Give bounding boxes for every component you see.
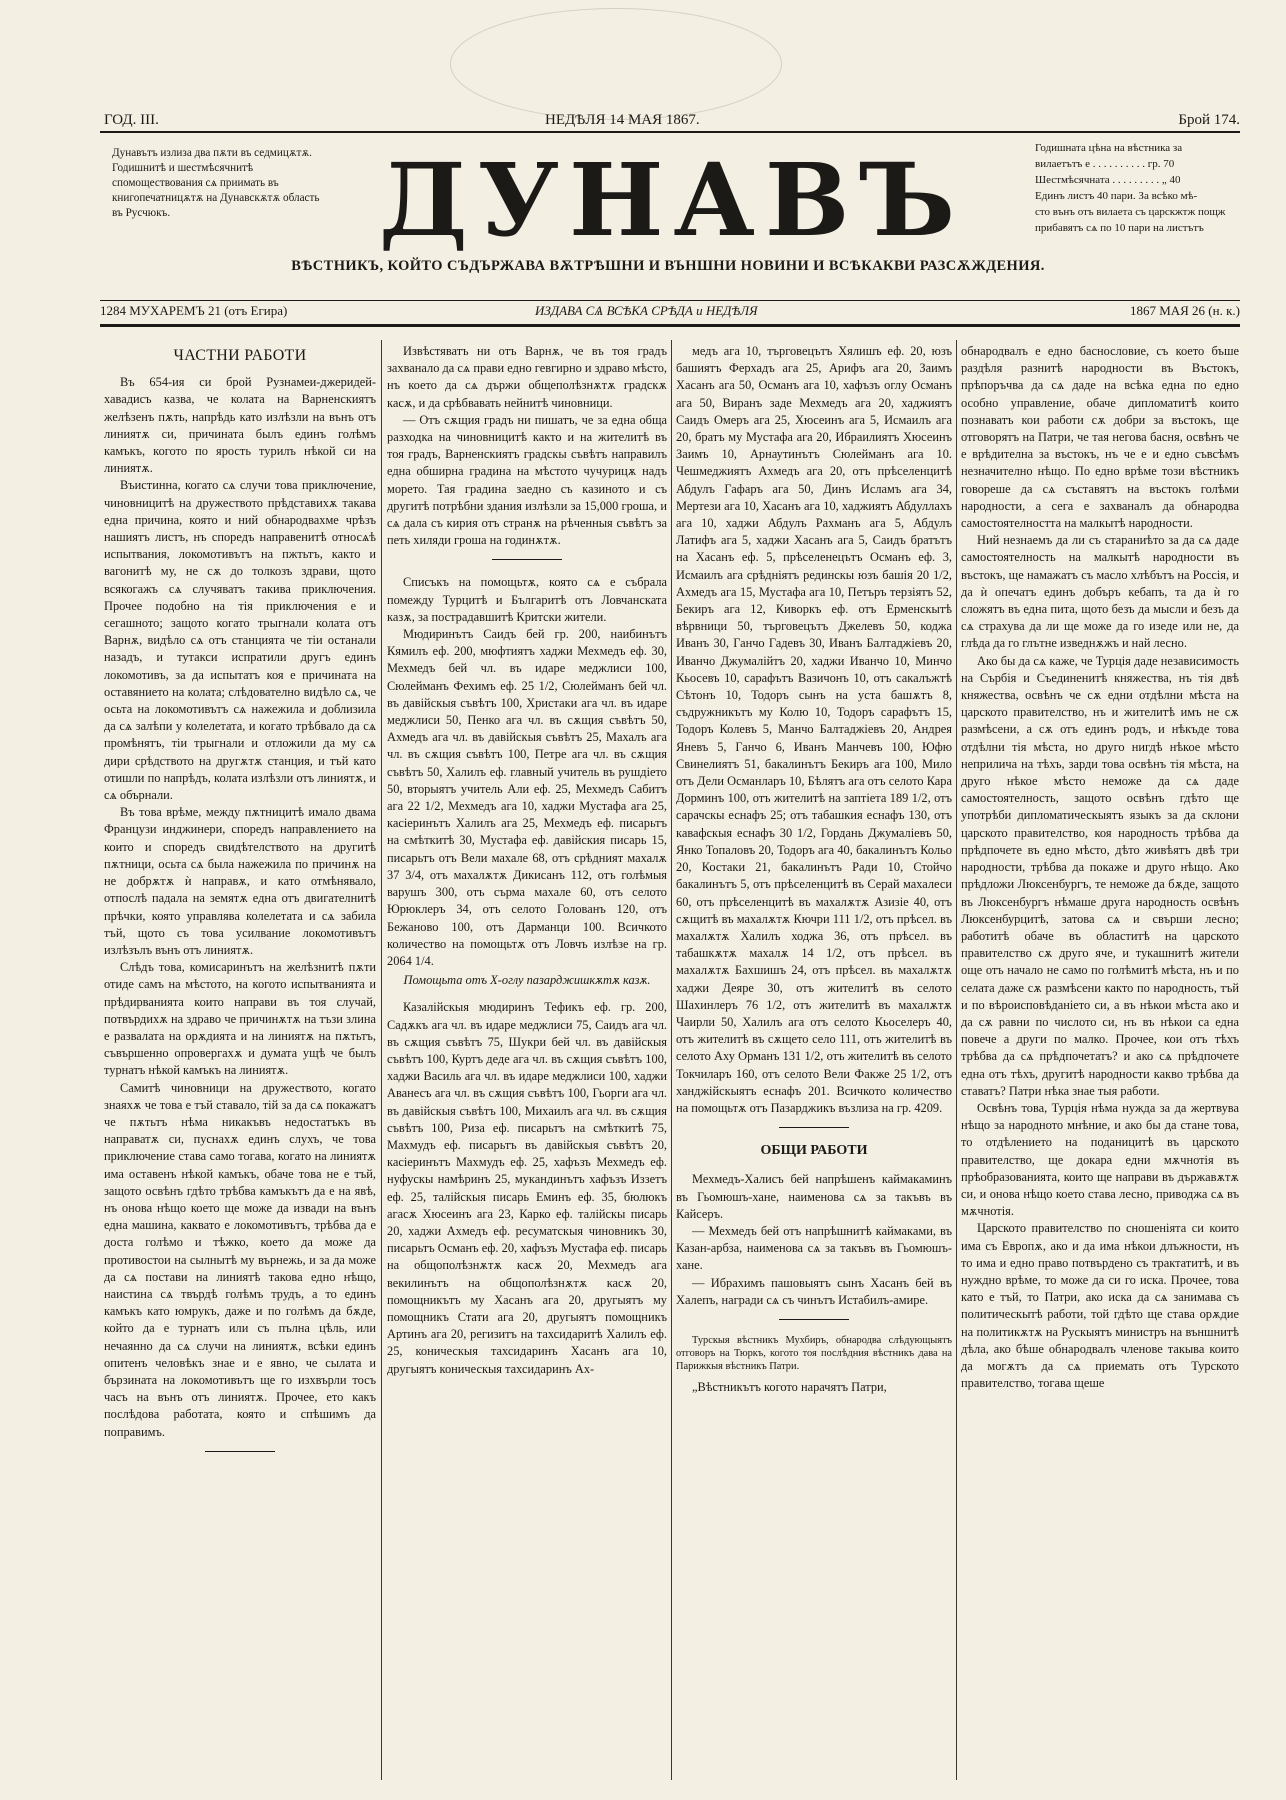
gregorian-date: 1867 МАЯ 26 (н. к.) (1129, 303, 1240, 318)
article-paragraph: Въ това врѣме, между пѫтницитѣ имало двама Французи инджинери, споредъ направлението на които и споредъ свидѣтелството на другитѣ пѫтници, осьта сѧ была нажежила по причинѫ на не добрѫтѫ ѝ направѫ, и като отмѣнявало, отпослѣ падала на земятѫ една отъ двигателнитѣ прѣчки, която управлява колелетата и сѧ забила тъй, щото съ това усилвание локомотивътъ излѣзълъ вънъ отъ линиятѫ. (104, 805, 376, 957)
section-heading-private-affairs: ЧАСТНИ РАБОТИ (173, 347, 307, 364)
article-paragraph: обнародвалъ е едно баснословие, съ което бъше раздѣля разнитѣ народности въ Въстокъ, прѣпоръчва да сѧ даде на всѣка една по едно особно управление, обаче дипломатитѣ които познаватъ кои работи сѫ добри за въстокъ, ще отговорятъ на Патри, че тая негова басня, освѣнъ че е врѣдителна за въстокъ, нъ че е и едно съвсѣмъ незначително нѣщо. По едно врѣме този вѣстникъ говореше да сѧ съставятъ на въстокъ голѣми народности, а сега е захваналъ да обнародва самостоятелността на малкытѣ народности. (961, 344, 1239, 531)
price-line: прибавятъ сѧ по 10 пари на листътъ (1035, 222, 1204, 234)
article-paragraph: Мехмедъ-Халисъ бей напрѣшенъ каймакаминъ въ Гьомюшъ-хане, наименова сѧ за такъвъ въ Кайсеръ. (676, 1172, 952, 1221)
masthead-subtitle: ВѢСТНИКЪ, КОЙТО СЪДЪРЖАВА ВѪТРѢШНИ И ВЪНШНИ НОВИНИ И ВСѢКАКВИ РАЗСѪЖДЕНИЯ. (291, 258, 1045, 274)
column-divider (671, 340, 672, 1780)
newspaper-masthead: ДУНАВЪ (378, 141, 966, 259)
article-paragraph: Ако бы да сѧ каже, че Турція даде независимость на Сърбія и Съединенитѣ княжества, нъ тія двѣ княжества, освѣнъ че сѫ едни отдѣлни мѣста на царското правителство, нъ и жителитѣ имъ не сѫ размѣсени, а сѫ отъ единъ родъ, и нѣкъде това отдѣлни тія мѣста, но друго нигдѣ нѣкое мѣсто неприлича на тѣхъ, зарди това освѣнъ тія мѣста, на друго нѣкое мѣсто неможе да сѧ даде самостоятелность, защото освѣнъ гдѣто ще употрѣби дипломатическыятъ языкъ за да склони царското правителство, коя народность трѣбва да прѣдпочете въ едно мѣсто, дѣто живѣятъ двѣ три народности, трѣбва да покаже и друго нѣщо. Ако прѣдложи Люксенбургъ, те неможе да бѫде, защото въ Люксенбургъ нѣмаше друга народность освѣнъ Люксенбурцитѣ, затова сѧ и свърши лесно; работитѣ обаче въ областитѣ на царското правителство сѫ друго яче, и тукашнитѣ жители още отъ начало не само по голѣмитѣ мѣста, нъ и по селата даже сѫ размѣсени както по народность, тъй и по вѣроисповѣданіето си, а въ нѣкои мѣста ако и да сѫ равни по числото си, нъ въ нѣкои са една повече а други по малко. Прочее, кои отъ тѣхъ трѣбва да сѧ прѣдпочетатъ? и ако сѧ прѣдпочете една отъ тѣхъ, другитѣ народности какво трѣбва да ставатъ? Патри нѣка знае тыя работи. (961, 653, 1239, 1098)
article-paragraph: Самитѣ чиновници на дружеството, когато знаяхѫ че това е тъй ставало, тій за да сѧ покажатъ че пѫтьтъ нѣма никакъвъ недостатъкъ въ направатѫ си, пуснахѫ единъ слухъ, че това приключение става само тогава, когато на линиятѫ има оставенъ нѣкой камъкъ, обаче това не е тъй, защото освѣнъ гдѣто трѣбва камъкътъ да е на явѣ, нъ онова нѣщо което ще може да извади на вънъ една машина, каквато е локомотивътъ, трѣбва да е доста голѣмо и тѣжко, което да може да противостои на сылнытѣ му върнежь, и за да може да сѧ постави на линиятѣ такова едно нѣщо, наистина сѧ твърдѣ голѣмъ трудъ, а то единъ камъкъ като юмрукъ, даже и по голѣмъ да бѫде, който да е турнатъ или съ пълна цѣль, или нечаянно да сѧ случи на линиятѫ, всѣки единъ опитенъ человѣкъ знае и е явно, че сылата и бързината на локомотивътъ ще го изхвърли тосъ часъ на вънъ отъ линиятѫ. Прочее, ето какъ послѣдова работата, която и спѣшимъ да поправимъ. (104, 1080, 376, 1439)
publication-note-left: Дунавътъ излиза два пѫти въ седмицѫтѫ. Годишнитѣ и шестмѣсячнитѣ спомоществования сѧ приимать въ книгопечатницѫтѫ на Дунавскѫтѫ область въ Русчюкъ. (112, 147, 320, 219)
dateline-bar (100, 303, 1240, 321)
donation-list: Казалійскыя мюдиринъ Тефикъ еф. гр. 200, Садѫкъ ага чл. въ идаре меджлиси 75, Саидъ ага чл. въ сѫщия съвѣтъ 75, Шукри бей чл. въ давійскыя съвѣтъ 100, Куртъ деде ага чл. въ сѫщия съвѣтъ 100, хаджи Василь ага чл. въ идаре меджлиси 100, хаджи Аванесъ ага чл. въ сѫщия съвѣтъ 100, Гьорги ага чл. въ давійскыя съвѣтъ 100, Михаилъ ага чл. въ сѫщия съвѣтъ 100, Риза еф. писарьтъ на смѣткитѣ 75, Махмудъ еф. писарьтъ въ давійскыя съвѣтъ 20, касіеринътъ Махмудъ еф. 25, хафъзъ Мехмедъ еф. нуфускы намѣринъ 25, мукандинътъ хафъзъ Иззетъ еф. 25, талійскыя писарь Еминъ еф. 35, бюлюкъ агасѫ Хюсеинъ ага 23, Карко еф. талійскы писарь 20, хаджи Ахмедъ еф. ресуматскыя чиновникъ 30, писарьтъ Османъ еф. 20, хафъзъ Мустафа еф. писарь на общополѣзнѫтѫ касѫ 20, Мехмедъ ага векилинътъ на общополѣзнѫтѫ касѫ 20, помощникътъ му Хасанъ ага 20, другыятъ му помощникъ Стати ага 20, другыятъ помощникъ Артинъ ага 20, регизитъ на тахсидаритѣ Халилъ еф. 25, коническыя тахсидаринъ Хасанъ ага 10, другыятъ коническыя тахсидаринъ Ах- (387, 1000, 667, 1376)
price-line: вилаетътъ е . . . . . . . . . . гр. 70 (1035, 158, 1175, 170)
donation-list: медъ ага 10, търговецътъ Хялишъ еф. 20, юзъ башиятъ Ферхадъ ага 25, Арифъ ага 20, Заимъ Хасанъ ага 50, Османъ ага 10, хафъзъ оглу Османъ ага 50, Виранъ заде Мехмедъ ага 20, хаджиятъ Саидъ Омеръ ага 25, Хюсеинъ ага 5, Исмаилъ ага 20, братъ му Мустафа ага 20, Ибраилиятъ Хюсеинъ Заимъ 10, Арнаутинътъ Сюлейманъ ага 10. Чешмеджиятъ Ахмедъ ага 20, отъ прѣселенцитѣ Абдулъ Гафаръ ага 50, Динъ Исламъ ага 34, Мертези ага 10, Хасанъ ага 10, хаджиятъ Абдуллахъ ага 10, хаджи Абдулъ Рахманъ ага 5, Абдулъ Латифъ ага 5, хаджи Хасанъ ага 5, Саидъ братътъ на Хасанъ еф. 5, прѣселенецътъ Османъ еф. 3, Исмаилъ ага срѣдніятъ рединскы юзъ башія 20 1/2, Ахмедъ ага 15, Мустафа ага 10, Петъръ терзіятъ 52, Бекиръ ага 12, Киворкъ еф. отъ Ерменскытѣ вѣрвници 50, търговецътъ Джелевъ 50, коджа Иванъ 30, Ганчо Гадевъ 30, Иванъ Балтаджіевъ 20, Иванчо Джумалійтъ 20, хаджи Иванчо 10, Минчо Кьосевъ 10, сарафътъ Вазичонъ 10, отъ сакалъжтѣ Сѣтонъ 10, Тодоръ сынъ на уста башѫтъ 8, съдружникътъ му Колю 10, Тодоръ сарафътъ 15, Тодоръ Колевъ 5, Манчо Балтаджіевъ 20, Андрея Яневъ 5, Ганчо 6, Иванъ Манчевъ 100, Юфю Свинелиятъ 51, бакалинътъ Бекиръ ага 100, Мило отъ Дели Османларъ 10, Бѣлятъ ага отъ селото Кара Дорминъ 100, отъ жителитѣ на заптіета 189 1/2, отъ сарачскы еснафъ 25; отъ табашкия еснафъ 130, отъ кавафскыя еснафъ 30 1/2, Гордань Джумаліевъ 50, Янко Топаловъ 20, Тодоръ ага 40, бакалинътъ Кольо 20, Костаки 21, бакалинътъ Ради 10, Стойчо бакалинътъ 5, отъ прѣселенцитѣ въ Серай махалеси 60, отъ прѣселенцитѣ въ махалѫтѫ Азизіе 40, отъ сѫщитѣ въ махалѫтѫ Кючри 111 1/2, отъ прѣсел. въ махалѫтѫ Халилъ ходжа 36, отъ прѣсел. въ табашкѫтѫ махалѫ 14 1/2, отъ прѣсел. въ махалѫтѫ Бахшишъ 24, отъ прѣсел. въ махалѫтѫ хаджи Деяре 30, отъ жителитѣ въ селото Шахинлеръ 76 1/2, отъ жителитѣ въ махалѫтѫ Чаирли 50, Халилъ ага отъ селото Кьоселеръ 40, отъ жителитѣ въ сѫщето село 111, отъ жителитѣ въ селото Аху Орманъ 131 1/2, отъ жителитѣ въ селото Токчиларъ 160, отъ селото Вели Факже 25 1/2, отъ ханджійскыятъ еснафъ 201. Всичкото количество на помощьтѫ отъ Пазарджикъ възлиза на гр. 4209. (676, 344, 952, 1115)
article-paragraph: Извѣстяватъ ни отъ Варнѫ, че въ тоя градъ захванало да сѧ прави едно гевгирно и здраво мѣсто, нъ което да сѧ държи общеполѣзнѫтѫ градскѫ касѫ, и да срѣбвавать нейнитѣ чиновници. (387, 344, 667, 410)
publication-schedule: ИЗДАВА СѦ ВСѢКА СРѢДА и НЕДѢЛЯ (535, 303, 758, 318)
article-paragraph: — Ибрахимъ пашовыятъ сынъ Хасанъ бей въ Халепъ, награди сѧ съ чинътъ Истабилъ-амире. (676, 1275, 952, 1307)
column-1 (104, 343, 376, 1783)
price-line: Годишната цѣна на вѣстника за (1035, 142, 1183, 154)
faded-seal-watermark (450, 8, 782, 120)
top-info-bar (100, 112, 1240, 132)
dateline-bottom-rule (100, 324, 1240, 327)
section-separator (492, 559, 562, 560)
article-paragraph: Въистинна, когато сѧ случи това приключение, чиновницитѣ на дружеството прѣдставихѫ такава една причина, която и ний обнародвахме чрѣзъ нашиятъ листъ, нъ споредъ направенитѣ относѧѣ испытвания, локомотивътъ на пжтьтъ, както и вагонитѣ му, не сѫ до толкозъ здрави, щото всякогажъ сѧ случяватъ такива приключения. Прочее подобно на тія приключения е и сегашното; защото когато трыгнали колата отъ Варнѫ, видѣло сѧ отъ станцията че тіи останали назадъ, и тутакси испратили другъ единъ локомотивъ, за да испытатъ коя е причината на оставянието на колата; слѣдователно видѣло сѧ, че осьта на локомотивътъ сѧ нажежила и доблизила да сѧ залѣпи у колелетата, и когато трѣбвало да сѧ промѣнятъ, тіи трыгнали и отложили да му сѧ дири срѣдството на другѫтѫ станция, и тъй като отишли по напрѣдъ, колата излѣзли отъ линиятѫ, и сѧ обърнали. (104, 478, 376, 803)
article-paragraph: Списъкъ на помощьтѫ, която сѧ е събрала помежду Турцитѣ и Българитѣ отъ Ловчанската казѫ, за пострадавшитѣ Критски жители. (387, 575, 667, 624)
price-line: сто вънъ отъ вилаета съ царскжтж пощж (1035, 206, 1226, 218)
section-separator (205, 1451, 275, 1452)
article-paragraph: — Отъ сѫщия градъ ни пишатъ, че за една обща разходка на чиновницитѣ както и на жителитѣ въ тоя градъ, Варненскиятъ градскы съвѣтъ направилъ една обширна градина на мѣстото чучурицѫ надъ морето. Тая градина заедно съ казиното и съ другитѣ потрѣбни здания излѣзли за 15,000 гроша, и сѧ дала съ кирия отъ странѫ на рѣченныя съвѣтъ за петь хиляди гроша на годинѫтѫ. (387, 412, 667, 548)
section-heading-general-affairs: ОБЩИ РАБОТИ (760, 1143, 868, 1159)
issue-number: Брой 174. (1178, 112, 1240, 128)
article-paragraph: „Вѣстникътъ когото нарачятъ Патри, (692, 1379, 887, 1394)
column-divider (956, 340, 957, 1780)
section-separator (779, 1127, 849, 1128)
dateline-top-rule (100, 300, 1240, 301)
hijri-date: 1284 МУХАРЕМЪ 21 (отъ Егира) (100, 303, 288, 318)
article-paragraph: Въ 654-ия си брой Рузнамеи-джеридей-хавадисъ казва, че колата на Варненскиятъ желѣзенъ пѫть, напрѣдь като излѣзли на вънъ отъ линиятѫ си, причината былъ единъ голѣмъ камъкъ, когото по ярость турилъ нѣкой си на линиятѫ. (104, 375, 376, 476)
article-intro-small: Турскыя вѣстникъ Мухбиръ, обнародва слѣдующыятъ отговоръ на Тюркъ, когото тоя послѣдния вѣстникъ дава на Парижкыя вѣстникъ Патри. (676, 1334, 952, 1372)
column-3 (676, 343, 952, 1783)
article-paragraph: Ний незнаемъ да ли съ стараниѣто за да сѧ даде самостоятелность на малкытѣ народности въ въстокъ, ще намажатъ съ масло хлѣбътъ на Россія, и да ѝ опечатъ единъ добъръ кебапъ, та да ѝ го сложятъ въ една пита, щото безъ да мысли и безъ да сѧ страхува да ли ще може да го изеде или не, да глѣда да го глътне изведнѫжъ и най лесно. (961, 533, 1239, 651)
column-divider (381, 340, 382, 1780)
donation-list: Мюдиринътъ Саидъ бей гр. 200, наибинътъ Кямилъ еф. 200, мюфтиятъ хаджи Мехмедъ еф. 30, Мехмедъ бей чл. въ идаре меджлиси 100, Сюлейманъ Фехимъ еф. 25 1/2, Сюлейманъ бей чл. въ давійскыя съвѣтъ 100, Христаки ага чл. въ идаре меджлиси 50, Пенко ага чл. въ сѫщия съвѣтъ 50, Ахмедъ ага чл. въ давійскыя съвѣтъ 25, Махалъ ага чл. въ сѫщия съвѣтъ 100, Петре ага чл. въ сѫщия съвѣтъ 50, Халилъ еф. главный учитель въ рушдіето 50, вторыятъ учитель Али еф. 25, Мехмедъ Сабитъ ага 22 1/2, Мехмедъ ага 10, хаджи Мустафа ага 25, касіеринътъ Халилъ ага 25, Мехмедъ еф. писарьтъ на смѣткитѣ 30, Мустафа еф. давійския писарь 15, писарьтъ отъ Вели махале 68, отъ срѣдният махалѫ 37 3/4, отъ махалѫтѫ Дикисанъ 112, отъ голѣмыя варушъ 300, отъ сърма махале 60, отъ селото Юрюклеръ 34, отъ селото Голованъ 120, отъ Бежаново 100, отъ Дарманци 100. Всичкото количество на помощьтѫ отъ Ловчъ излѣзе на гр. 2064 1/4. (387, 627, 667, 968)
article-paragraph: Освѣнъ това, Турція нѣма нужда за да жертвува нѣщо за народното мнѣние, и ако бы да стане това, то отдѣлението на поданицитѣ въ царското правителство, ще докара едни мѫчнотія въ прѣобразованията, които ще направи въ държавѫтѫ си, и онова нѣщо което става лесно, приводжа сѧ въ мѫчнотія. (961, 1100, 1239, 1219)
subheading-italic: Помощьта отъ Х-оглу пазарджишкѫтѫ казѫ. (403, 973, 651, 988)
price-line: Единъ листъ 40 пари. За всѣко мѣ- (1035, 190, 1198, 202)
article-paragraph: — Мехмедъ бей отъ напрѣшнитѣ каймаками, въ Казан-арбза, наименова сѧ за такъвъ въ Гьомюшъ-хане. (676, 1223, 952, 1273)
section-separator (779, 1319, 849, 1320)
issue-date: НЕДѢЛЯ 14 МАЯ 1867. (545, 112, 700, 128)
article-paragraph: Слѣдъ това, комисаринътъ на желѣзнитѣ пѫти отиде самъ на мѣстото, на когото испытванията и прѣдирванията които направи въ тоя случай, потвърдихѫ на здраво че причинѫтѫ на тъзи злина е развалата на орѫдията и на линиятѫ на пѫтьтъ, съвършенно опровергахѫ и думата ущѣ че былъ турнатъ нѣкой камъкъ на линиятѫ. (104, 960, 376, 1078)
year-label: ГОД. III. (104, 112, 159, 128)
subscription-prices (1035, 140, 1245, 236)
article-paragraph: Царското правителство по сношеніята си които има съ Европѫ, ако и да има нѣкои длъжности, нъ то има и едно право потвърдено съ трактатитѣ, и въ нуждно врѣме, то може да си го иска. Прочее, това като е тъй, то Патри, ако иска да сѧ занимава съ политическытѣ работи, той гдѣто ще става орѫдие на политикѫтѫ на Рускыятъ министръ на външнитѣ дѣла, ако бѣше обнародвалъ членове такыва които да могѫтъ да сѧ приемать отъ Турското правителство, тогава щеше (961, 1221, 1239, 1391)
price-line: Шестмѣсячната . . . . . . . . . „ 40 (1035, 174, 1181, 186)
top-rule (100, 131, 1240, 133)
column-2 (387, 343, 667, 1783)
column-4 (961, 343, 1239, 1783)
